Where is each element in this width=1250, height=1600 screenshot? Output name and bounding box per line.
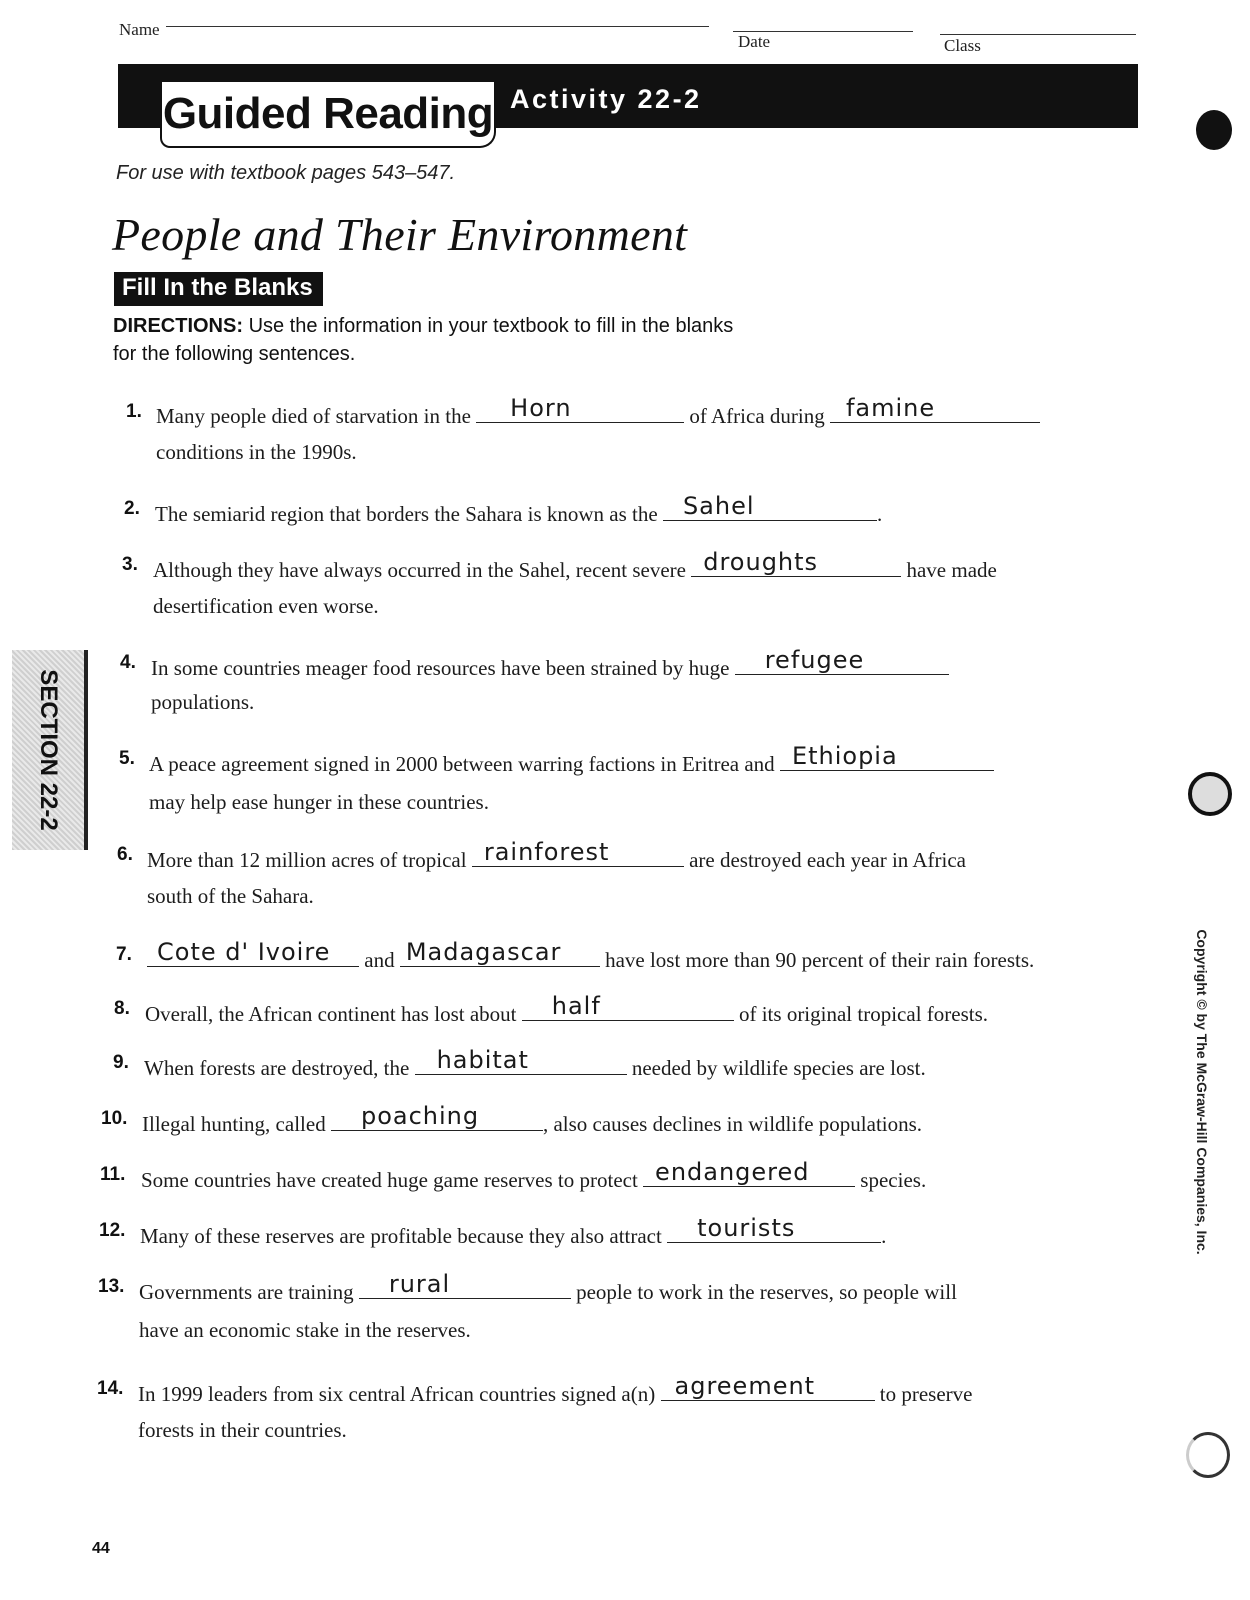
q4-text: In some countries meager food resources have been strained by huge <box>151 656 730 680</box>
class-label: Class <box>944 36 981 55</box>
q9-text-2: needed by wildlife species are lost. <box>631 1056 926 1080</box>
q13-blank-1[interactable] <box>359 1270 571 1299</box>
q1-blank-2[interactable] <box>830 394 1040 423</box>
q14-answer-1: agreement <box>674 1372 816 1400</box>
binder-hole-bottom <box>1186 1432 1230 1478</box>
directions-line1: Use the information in your textbook to fill in the blanks <box>248 315 734 337</box>
q6-text: More than 12 million acres of tropical <box>147 848 467 872</box>
class-field[interactable] <box>940 34 1136 35</box>
q3-line1 <box>153 548 997 583</box>
q4-answer-1: refugee <box>764 646 865 674</box>
q5-number: 5. <box>119 748 135 769</box>
q12-text: Many of these reserves are profitable because they also attract <box>140 1224 662 1248</box>
section-side-tab <box>12 650 88 850</box>
q2-text-2: . <box>876 502 883 526</box>
q9-number: 9. <box>113 1052 129 1073</box>
q11-line1 <box>141 1158 927 1193</box>
q7-line1 <box>147 938 1035 973</box>
q13-answer-1: rural <box>388 1270 451 1298</box>
q10-number: 10. <box>101 1108 128 1129</box>
q3-line2: desertification even worse. <box>153 594 379 618</box>
q9-text: When forests are destroyed, the <box>144 1056 410 1080</box>
q5-text: A peace agreement signed in 2000 between warring factions in Eritrea and <box>149 752 775 776</box>
directions-line2: for the following sentences. <box>113 343 356 365</box>
q13-text: Governments are training <box>139 1280 354 1304</box>
q6-text-2: are destroyed each year in Africa <box>689 848 967 872</box>
q1-line2: conditions in the 1990s. <box>156 440 357 464</box>
copyright-notice: Copyright © by The McGraw-Hill Companies, Inc. <box>1194 929 1210 1255</box>
q6-line1 <box>147 838 967 873</box>
q13-number: 13. <box>98 1276 125 1297</box>
q7-blank-1[interactable] <box>147 938 359 967</box>
q6-number: 6. <box>117 844 133 865</box>
q1-answer-1: Horn <box>510 394 572 422</box>
q7-answer-2: Madagascar <box>405 938 562 966</box>
q4-line2: populations. <box>151 690 255 714</box>
q7-number: 7. <box>116 944 132 965</box>
q2-number: 2. <box>124 498 140 519</box>
q7-blank-2[interactable] <box>400 938 600 967</box>
q1-number: 1. <box>126 401 142 422</box>
q2-line1 <box>155 492 883 527</box>
q6-answer-1: rainforest <box>483 838 610 866</box>
section-label: Fill In the Blanks <box>114 272 323 306</box>
date-label: Date <box>738 32 771 51</box>
q13-text-2: people to work in the reserves, so people will <box>576 1280 957 1304</box>
q1-text: Many people died of starvation in the <box>156 404 471 428</box>
q8-text: Overall, the African continent has lost about <box>145 1002 517 1026</box>
banner-activity: Activity 22-2 <box>510 84 702 114</box>
page-number: 44 <box>92 1540 110 1557</box>
q14-text: In 1999 leaders from six central African countries signed a(n) <box>138 1382 656 1406</box>
q10-line1 <box>142 1102 923 1137</box>
q7-text: and <box>364 948 395 972</box>
q13-line1 <box>139 1270 957 1305</box>
q9-blank-1[interactable] <box>415 1046 627 1075</box>
q14-text-2: to preserve <box>879 1382 973 1406</box>
q5-blank-1[interactable] <box>780 742 994 771</box>
q8-line1 <box>145 992 989 1027</box>
q6-line2: south of the Sahara. <box>147 884 314 908</box>
q5-line1 <box>149 742 994 777</box>
q12-answer-1: tourists <box>697 1214 796 1242</box>
q12-text-2: . <box>881 1224 887 1248</box>
q14-number: 14. <box>97 1378 124 1399</box>
q10-answer-1: poaching <box>360 1102 480 1130</box>
name-label: Name <box>119 20 160 39</box>
q10-blank-1[interactable] <box>331 1102 543 1131</box>
q11-text-2: species. <box>860 1168 927 1192</box>
q2-blank-1[interactable] <box>663 492 877 521</box>
q8-answer-1: half <box>551 992 601 1020</box>
q14-blank-1[interactable] <box>661 1372 875 1401</box>
directions-label: DIRECTIONS: <box>113 315 243 337</box>
q3-text: Although they have always occurred in the Sahel, recent severe <box>153 558 686 582</box>
q3-text-2: have made <box>906 558 997 582</box>
banner-title: Guided Reading <box>160 82 496 148</box>
q14-line2: forests in their countries. <box>138 1418 347 1442</box>
q12-number: 12. <box>99 1220 126 1241</box>
q4-line1 <box>151 646 949 681</box>
q7-text-2: have lost more than 90 percent of their rain forests. <box>605 948 1035 972</box>
q6-blank-1[interactable] <box>472 838 684 867</box>
binder-hole-top <box>1196 110 1232 150</box>
q3-blank-1[interactable] <box>691 548 901 577</box>
name-field[interactable] <box>166 26 709 27</box>
binder-hole-middle <box>1188 772 1232 816</box>
q11-blank-1[interactable] <box>643 1158 855 1187</box>
q10-text-2: , also causes declines in wildlife populations. <box>542 1112 923 1136</box>
q5-line2: may help ease hunger in these countries. <box>149 790 489 814</box>
q1-answer-2: famine <box>845 394 936 422</box>
q11-answer-1: endangered <box>655 1158 810 1186</box>
q10-text: Illegal hunting, called <box>142 1112 326 1136</box>
q1-text-2: of Africa during <box>689 404 825 428</box>
q1-blank-1[interactable] <box>476 394 684 423</box>
q11-text: Some countries have created huge game reserves to protect <box>141 1168 638 1192</box>
q2-answer-1: Sahel <box>682 492 755 520</box>
q1-line1 <box>156 394 1040 429</box>
q4-blank-1[interactable] <box>735 646 949 675</box>
q7-answer-1: Cote d' Ivoire <box>157 938 331 966</box>
q9-line1 <box>144 1046 926 1081</box>
page-title: People and Their Environment <box>112 209 688 260</box>
q5-answer-1: Ethiopia <box>791 742 898 770</box>
q8-text-2: of its original tropical forests. <box>738 1002 989 1026</box>
q14-line1 <box>138 1372 973 1407</box>
directions <box>113 312 733 368</box>
textbook-pages-note: For use with textbook pages 543–547. <box>116 162 456 184</box>
q4-number: 4. <box>120 652 136 673</box>
q9-answer-1: habitat <box>436 1046 529 1074</box>
q12-blank-1[interactable] <box>667 1214 881 1243</box>
q12-line1 <box>140 1214 887 1249</box>
q13-line2: have an economic stake in the reserves. <box>139 1318 471 1342</box>
q8-blank-1[interactable] <box>522 992 734 1021</box>
section-side-tab-label: SECTION 22-2 <box>35 669 62 831</box>
q3-number: 3. <box>122 554 138 575</box>
q2-text: The semiarid region that borders the Sahara is known as the <box>155 502 658 526</box>
q3-answer-1: droughts <box>703 548 819 576</box>
q8-number: 8. <box>114 998 130 1019</box>
q11-number: 11. <box>100 1164 126 1185</box>
